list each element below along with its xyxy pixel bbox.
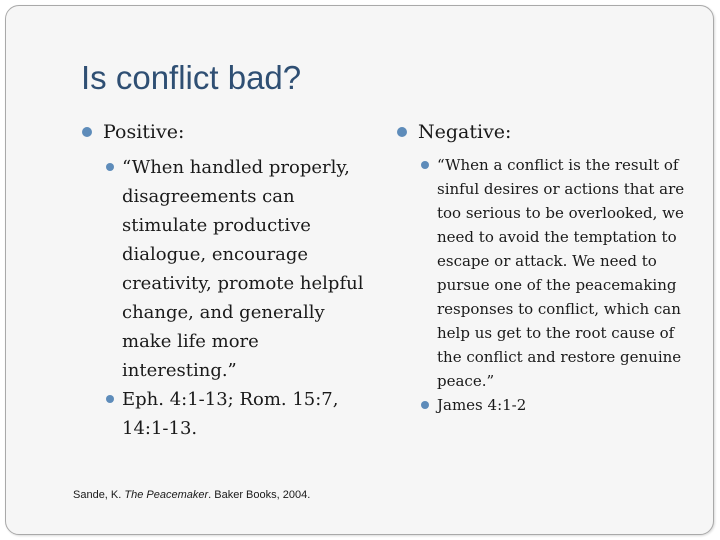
bullet-icon	[82, 127, 92, 137]
negative-heading-text: Negative:	[418, 121, 512, 143]
bullet-icon	[421, 401, 429, 409]
positive-heading	[79, 119, 369, 145]
positive-column	[79, 119, 369, 443]
source-book: The Peacemaker	[124, 489, 209, 501]
negative-quote	[394, 153, 694, 393]
bullet-icon	[397, 127, 407, 137]
source-citation	[73, 489, 310, 501]
positive-reference	[79, 385, 369, 443]
negative-heading	[394, 119, 694, 145]
slide-title: Is conflict bad?	[81, 59, 302, 96]
negative-reference	[394, 393, 694, 417]
bullet-icon	[421, 161, 429, 169]
negative-column	[394, 119, 694, 417]
positive-quote	[79, 153, 369, 385]
bullet-icon	[106, 395, 114, 403]
bullet-icon	[106, 163, 114, 171]
positive-reference-text: Eph. 4:1-13; Rom. 15:7, 14:1-13.	[122, 389, 339, 439]
positive-quote-text: “When handled properly, disagreements can stimulate productive dialogue, encourage creativity, promote helpful change, and generally make life more interesting.”	[122, 157, 364, 381]
positive-heading-text: Positive:	[103, 121, 185, 143]
negative-reference-text: James 4:1-2	[437, 396, 527, 414]
source-author: Sande, K.	[73, 489, 122, 501]
source-publisher: . Baker Books, 2004.	[208, 489, 311, 501]
negative-quote-text: “When a conflict is the result of sinful desires or actions that are too serious to be overlooked, we need to avoid the temptation to escape or attack. We need to pursue one of the peacemaking responses to conflict, which can help us get to the root cause of the conflict and restore genuine peace.”	[437, 156, 685, 390]
